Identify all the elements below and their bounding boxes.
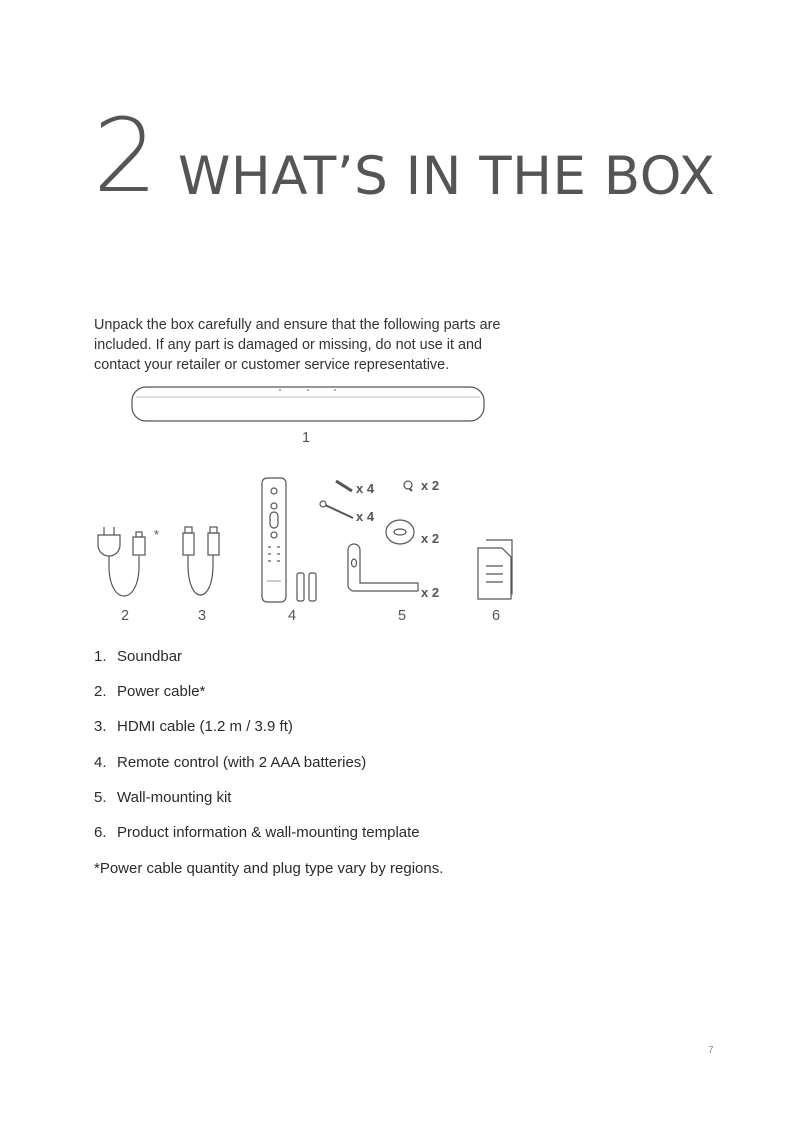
list-item [94, 789, 420, 824]
list-item-text: Power cable* [117, 683, 206, 701]
figure-label-hdmi-cable: 3 [197, 608, 207, 624]
figure-label-power-cable: 2 [120, 608, 130, 624]
quantity-anchors: x 4 [356, 481, 375, 496]
list-item [94, 754, 420, 789]
list-item [94, 648, 420, 683]
list-item-text: Remote control (with 2 AAA batteries) [117, 753, 367, 771]
list-item [94, 824, 420, 859]
power-cable-asterisk: * [154, 527, 160, 542]
chapter-title: WHAT’S IN THE BOX [178, 146, 716, 207]
list-item [94, 683, 420, 718]
intro-paragraph: Unpack the box carefully and ensure that the following parts are included. If any part is damaged or missing, do not use it and contact your retailer or customer service representative. [94, 317, 501, 373]
hdmi-cable-illustration [183, 527, 219, 595]
quantity-small-screws: x 2 [421, 478, 440, 493]
wall-mount-kit-illustration [320, 481, 418, 591]
list-item-number: 1. [94, 648, 107, 665]
list-item-number: 2. [94, 683, 107, 701]
box-contents-figure [90, 375, 540, 630]
list-item [94, 718, 420, 753]
box-contents-illustration [90, 375, 540, 630]
list-item-number: 6. [94, 823, 107, 841]
figure-label-soundbar: 1 [301, 430, 311, 446]
parts-list [94, 648, 420, 859]
quantity-screws: x 4 [356, 509, 375, 524]
list-item-number: 5. [94, 788, 107, 806]
quantity-brackets: x 2 [421, 585, 440, 600]
list-item-number: 3. [94, 718, 107, 736]
list-item-number: 4. [94, 753, 107, 771]
remote-control-illustration [262, 478, 316, 602]
quantity-spacers: x 2 [421, 531, 440, 546]
power-cable-illustration [98, 527, 145, 596]
soundbar-illustration [132, 387, 484, 421]
list-item-text: HDMI cable (1.2 m / 3.9 ft) [117, 718, 293, 736]
figure-label-documents: 6 [491, 608, 501, 624]
list-item-text: Soundbar [117, 648, 183, 665]
chapter-number: 2 [93, 97, 158, 216]
page-number: 7 [708, 1045, 714, 1056]
list-item-text: Product information & wall-mounting template [117, 823, 420, 841]
list-item-text: Wall-mounting kit [117, 788, 232, 806]
figure-label-wall-mount-kit: 5 [397, 608, 407, 624]
documents-illustration [478, 540, 512, 599]
footnote: *Power cable quantity and plug type vary by regions. [94, 860, 444, 877]
figure-label-remote: 4 [287, 608, 297, 624]
